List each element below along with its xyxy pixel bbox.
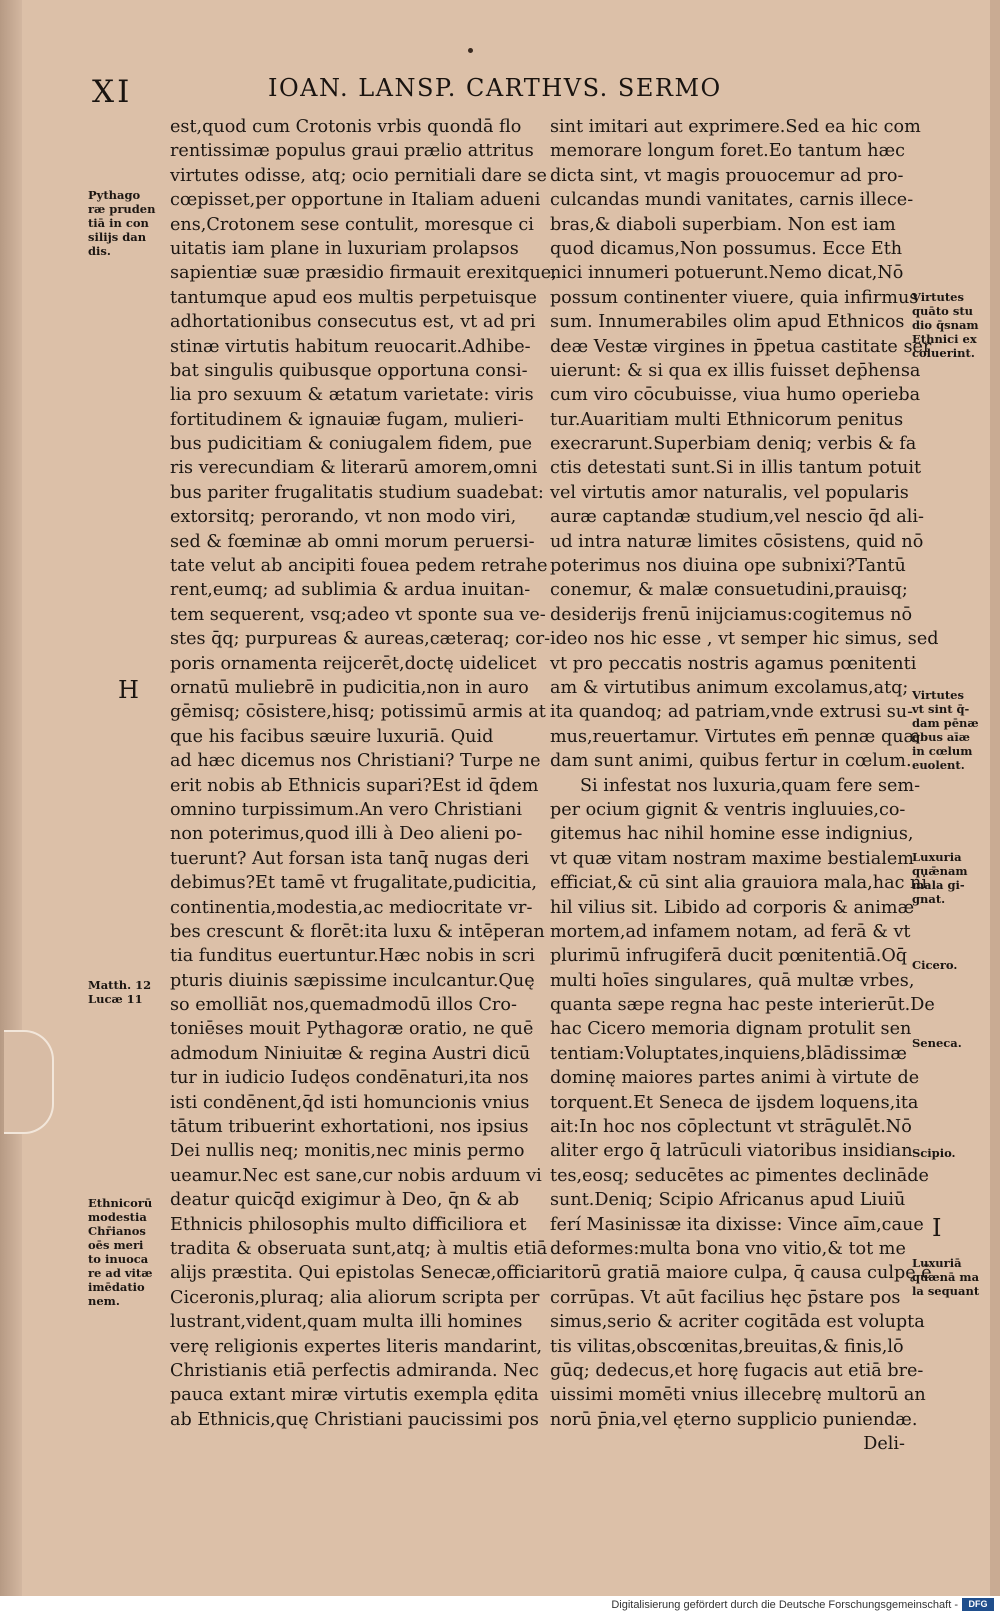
text-line: memorare longum foret.Eo tantum hæc	[550, 141, 906, 162]
text-line: ris verecundiam & literarū amorem,omni	[170, 458, 538, 479]
text-line: bras,& diaboli superbiam. Non est iam	[550, 214, 896, 235]
text-line: sint imitari aut exprimere.Sed ea hic com	[550, 117, 921, 137]
marginal-note-line: Ethnici ex	[912, 332, 977, 346]
text-line: fortitudinem & ignauiæ fugam, mulieri-	[170, 409, 524, 430]
text-line: alijs præstita. Qui epistolas Senecæ,officia	[170, 1263, 552, 1284]
marginal-note-scipio: Scipio.	[912, 1146, 956, 1160]
marginal-note-virtutes-ethnici	[912, 290, 992, 360]
text-line: sapientiæ suæ præsidio firmauit erexitque,	[170, 263, 557, 284]
text-line: ita quandoq; ad patriam,vnde extrusi su-	[550, 702, 914, 723]
text-line: lia pro sexuum & ætatum varietate: viris	[170, 385, 534, 406]
marginal-note-line: dis.	[88, 244, 111, 258]
marginal-note-line: imēdatio	[88, 1280, 145, 1294]
marginal-note-line: la sequant	[912, 1284, 980, 1298]
marginal-note-line: gnat.	[912, 892, 946, 906]
marginal-note-matthew	[88, 978, 166, 1006]
text-line: tur in iudicio Iudęos condēnaturi,ita nos	[170, 1068, 529, 1089]
text-line: sunt.Deniq; Scipio Africanus apud Liuiū	[550, 1190, 906, 1211]
text-line: culcandas mundi vanitates, carnis illece-	[550, 190, 914, 211]
text-line: hac Cicero memoria dignam protulit sen	[550, 1019, 912, 1040]
text-line: bus pariter frugalitatis studium suadebat:	[170, 482, 544, 503]
text-line: nici innumeri potuerunt.Nemo dicat,Nō	[550, 263, 904, 284]
text-line: tia funditus euertuntur.Hæc nobis in scri	[170, 946, 535, 967]
marginal-note-line: Chr̄ianos	[88, 1224, 146, 1238]
text-line: cœpisset,per opportune in Italiam adueni	[170, 190, 541, 211]
page-gutter-shadow	[0, 0, 22, 1596]
text-line: tis vilitas,obscœnitas,breuitas,& finis,lō	[550, 1336, 904, 1357]
text-line: vt pro peccatis nostris agamus pœnitenti	[550, 653, 917, 674]
text-line: dam sunt animi, quibus fertur in cœlum.	[550, 751, 912, 772]
text-line: quanta sæpe regna hac peste interierūt.De	[550, 995, 935, 1016]
running-title: IOAN. LANSP. CARTHVS. SERMO	[268, 74, 722, 102]
marginal-note-line: modestia	[88, 1210, 147, 1224]
text-line: tradita & obseruata sunt,atq; à multis etiā	[170, 1238, 548, 1259]
marginal-note-line: coluerint.	[912, 346, 975, 360]
text-line: virtutes odisse, atq; ocio pernitiali dare se	[170, 165, 547, 186]
text-line: cum viro cōcubuisse, viua humo operieba	[550, 385, 921, 406]
text-line: am & virtutibus animum excolamus,atq;	[550, 677, 909, 698]
marginal-note-line: Virtutes	[912, 290, 964, 304]
text-line: Dei nullis neq; monitis,nec minis permo	[170, 1141, 525, 1162]
text-line: simus,serio & acriter cogitāda est volupta	[550, 1312, 925, 1333]
text-line: tate velut ab ancipiti fouea pedem retrahe	[170, 556, 548, 577]
text-line: ait:In hoc nos cōplectunt vt strāgulēt.Nō	[550, 1117, 912, 1138]
text-line: tuerunt? Aut forsan ista tanq̄ nugas deri	[170, 848, 529, 869]
text-line: tantumque apud eos multis perpetuisque	[170, 287, 537, 308]
text-line: omnino turpissimum.An vero Christiani	[170, 799, 523, 820]
digitization-footer	[0, 1596, 1000, 1614]
text-line: desiderijs frenū inijciamus:cogitemus nō	[550, 604, 913, 625]
text-line: rentissimæ populus graui prælio attritus	[170, 141, 534, 162]
text-line: mus,reuertamur. Virtutes em̄ pennæ quæ	[550, 726, 921, 747]
text-line: uierunt: & si qua ex illis fuisset dep̄hensa	[550, 360, 921, 381]
text-line: per ocium gignit & ventris ingluuies,co-	[550, 799, 906, 820]
text-column-left	[170, 115, 557, 1432]
marginal-note-line: Lucæ 11	[88, 992, 143, 1006]
text-line: adhortationibus consecutus est, vt ad pri	[170, 312, 536, 333]
text-line: ud intra naturæ limites cōsistens, quid nō	[550, 531, 924, 552]
marginal-note-line: quāto stu	[912, 304, 973, 318]
text-line: ab Ethnicis,quę Christiani paucissimi pos	[170, 1409, 539, 1430]
text-line: lustrant,vident,quam multa illi homines	[170, 1312, 523, 1333]
ink-dot	[468, 48, 473, 53]
marginal-note-line: ræ pruden	[88, 202, 156, 216]
section-letter-i: I	[932, 1214, 942, 1242]
marginal-note-line: Ethnicorū	[88, 1196, 153, 1210]
text-line: rent,eumq; ad sublimia & ardua inuitan-	[170, 580, 531, 601]
text-line: vt quæ vitam nostram maxime bestialem	[550, 848, 914, 869]
text-line: non poterimus,quod illi à Deo alieni po-	[170, 824, 523, 845]
text-line: gēmisq; cōsistere,hisq; potissimū armis at	[170, 702, 546, 723]
text-line: erit nobis ab Ethnicis supari?Est id q̄dem	[170, 775, 539, 796]
page-header	[0, 74, 1000, 116]
marginal-note-line: dam pēnæ	[912, 716, 979, 730]
text-line: poris ornamenta reijcerēt,doctę uidelicet	[170, 653, 537, 674]
dfg-logo: DFG	[962, 1598, 994, 1611]
text-line: mortem,ad infamem notam, ad ferā & vt	[550, 921, 911, 942]
text-line: tentiam:Voluptates,inquiens,blādissimæ	[550, 1043, 907, 1064]
text-line: que his facibus sæuire luxuriā. Quid	[170, 726, 494, 747]
marginal-note-line: oēs meri	[88, 1238, 144, 1252]
text-line: uitatis iam plane in luxuriam prolapsos	[170, 238, 519, 259]
text-line: torquent.Et Seneca de ijsdem loquens,ita	[550, 1092, 919, 1113]
text-line: deformes:multa bona vno vitio,& tot me	[550, 1238, 906, 1259]
text-line: tes,eosq; seducētes ac pimentes declināde	[550, 1165, 929, 1186]
marginal-note-line: quænā ma	[912, 1270, 980, 1284]
text-line: sum. Innumerabiles olim apud Ethnicos	[550, 312, 905, 333]
footer-credit: Digitalisierung gefördert durch die Deutsche Forschungsgemeinschaft -	[611, 1599, 958, 1611]
folio-number: XI	[92, 74, 133, 110]
marginal-note-seneca: Seneca.	[912, 1036, 962, 1050]
text-line: deæ Vestæ virgines in p̄petua castitate ser	[550, 336, 932, 357]
text-line: est,quod cum Crotonis vrbis quondā flo	[170, 117, 522, 137]
text-line: dicta sint, vt magis prouocemur ad pro-	[550, 165, 904, 186]
marginal-note-line: re ad vitæ	[88, 1266, 153, 1280]
text-line: uissimi momēti vnius illecebrę multorū an	[550, 1385, 926, 1406]
text-line: aliter ergo q̄ latrūculi viatoribus insidian	[550, 1141, 913, 1162]
marginal-note-virtutes-pennae	[912, 688, 992, 772]
marginal-note-line: euolent.	[912, 758, 965, 772]
text-line: pturis diuinis sæpissime inculcantur.Quę	[170, 970, 535, 991]
text-line: Deli-	[863, 1434, 905, 1455]
text-line: poterimus nos diuina ope subnixi?Tantū	[550, 556, 906, 577]
text-line: Si infestat nos luxuria,quam fere sem-	[580, 775, 921, 796]
text-line: toniēses mouit Pythagoræ oratio, ne quē	[170, 1019, 534, 1040]
text-line: gitemus hac nihil homine esse indignius,	[550, 824, 914, 845]
text-line: Christianis etiā perfectis admiranda. Nec	[170, 1360, 539, 1381]
text-line: stinæ virtutis habitum reuocarit.Adhibe-	[170, 336, 531, 357]
marginal-note-line: vt sint q̄-	[912, 702, 970, 716]
section-letter-h: H	[118, 676, 139, 704]
text-line: ad hæc dicemus nos Christiani? Turpe ne	[170, 751, 541, 772]
text-line: bat singulis quibusque opportuna consi-	[170, 360, 528, 381]
text-line: stes q̄q; purpureas & aureas,cæteraq; cor-	[170, 629, 551, 650]
text-line: corrūpas. Vt aūt facilius hęc p̄stare pos	[550, 1287, 901, 1308]
text-line: ritorū gratiā maiore culpa, q̄ causa culpę ē	[550, 1263, 932, 1284]
text-line: vel virtutis amor naturalis, vel popularis	[550, 482, 909, 503]
text-line: gūq; dedecus,et horę fugacis aut etiā bre-	[550, 1360, 924, 1381]
text-line: hil vilius sit. Libido ad corporis & animæ	[550, 897, 915, 918]
text-line: bus pudicitiam & coniugalem fidem, pue	[170, 434, 532, 455]
text-line: isti condēnent,q̄d isti homuncionis vnius	[170, 1092, 530, 1113]
text-line: tem sequerent, vsq;adeo vt sponte sua ve-	[170, 604, 546, 625]
marginal-note-line: quǣnam	[912, 864, 968, 878]
marginal-note-line: silijs dan	[88, 230, 147, 244]
marginal-note-line: Pythago	[88, 188, 141, 202]
text-line: auræ captandæ studium,vel nescio q̄d ali-	[550, 507, 924, 528]
marginal-note-line: to inuoca	[88, 1252, 149, 1266]
text-line: efficiat,& cū sint alia grauiora mala,hac ni	[550, 873, 927, 894]
text-line: debimus?Et tamē vt frugalitate,pudicitia,	[170, 873, 538, 894]
text-line: ctis detestati sunt.Si in illis tantum potuit	[550, 458, 922, 479]
marginal-note-cicero: Cicero.	[912, 958, 958, 972]
marginal-note-line: Virtutes	[912, 688, 964, 702]
text-line: norū p̄nia,vel ęterno supplicio puniendæ.	[550, 1409, 918, 1430]
text-line: ferí Masinissæ ita dixisse: Vince aīm,caue	[550, 1214, 924, 1235]
text-line: execrarunt.Superbiam deniq; verbis & fa	[550, 434, 917, 455]
page-edge	[990, 0, 1000, 1596]
text-line: verę religionis expertes literis mandarint,	[170, 1336, 543, 1357]
text-line: so emolliāt nos,quemadmodū illos Cro-	[170, 995, 517, 1016]
text-line: dominę maiores partes animi à virtute de	[550, 1068, 920, 1089]
text-line: pauca extant miræ virtutis exempla ędita	[170, 1385, 539, 1406]
marginal-note-line: Matth. 12	[88, 978, 152, 992]
marginal-note-line: Luxuriā	[912, 1256, 962, 1270]
marginal-note-luxuria-mala	[912, 850, 992, 906]
marginal-note-line: dio q̄snam	[912, 318, 979, 332]
text-line: quod dicamus,Non possumus. Ecce Eth	[550, 238, 903, 259]
text-line: admodum Niniuitæ & regina Austri dicū	[170, 1043, 531, 1064]
text-line: tur.Auaritiam multi Ethnicorum penitus	[550, 409, 904, 430]
text-line: continentia,modestia,ac mediocritate vr-	[170, 897, 533, 918]
page-tab-marker	[4, 1030, 54, 1134]
text-line: ens,Crotonem sese contulit, moresque ci	[170, 214, 534, 235]
marginal-note-ethnicorum	[88, 1196, 166, 1308]
marginal-note-pythagoras	[88, 188, 166, 258]
text-line: bes crescunt & florēt:ita luxu & intēperan	[170, 921, 545, 942]
text-line: Ethnicis philosophis multo difficiliora et	[170, 1214, 527, 1235]
text-line: extorsitq; perorando, vt non modo viri,	[170, 507, 517, 528]
marginal-note-line: q̄bus aīæ	[912, 730, 970, 744]
text-line: deatur quicq̄d exigimur à Deo, q̄n & ab	[170, 1190, 520, 1211]
text-line: sed & fœminæ ab omni morum peruersi-	[170, 531, 535, 552]
marginal-note-line: mala gi-	[912, 878, 965, 892]
text-line: tātum tribuerint exhortationi, nos ipsius	[170, 1117, 529, 1138]
text-line: ideo nos hic esse , vt semper hic simus, sed	[550, 629, 939, 650]
text-line: conemur, & malæ consuetudini,prauisq;	[550, 580, 908, 601]
marginal-note-luxuria-fugiant	[912, 1256, 992, 1298]
marginal-note-line: nem.	[88, 1294, 120, 1308]
marginal-note-line: Luxuria	[912, 850, 962, 864]
marginal-note-line: tiā in con	[88, 216, 149, 230]
marginal-note-line: in cœlum	[912, 744, 973, 758]
text-line: ueamur.Nec est sane,cur nobis arduum vi	[170, 1165, 542, 1186]
text-line: possum continenter viuere, quia infirmus	[550, 287, 919, 308]
text-line: Ciceronis,pluraq; alia aliorum scripta per	[170, 1287, 540, 1308]
text-line: plurimū infrugiferā ducit pœnitentiā.Oq̄	[550, 946, 908, 967]
text-line: ornatū muliebrē in pudicitia,non in auro	[170, 677, 529, 698]
text-line: multi hoīes singulares, quā multæ vrbes,	[550, 970, 915, 991]
